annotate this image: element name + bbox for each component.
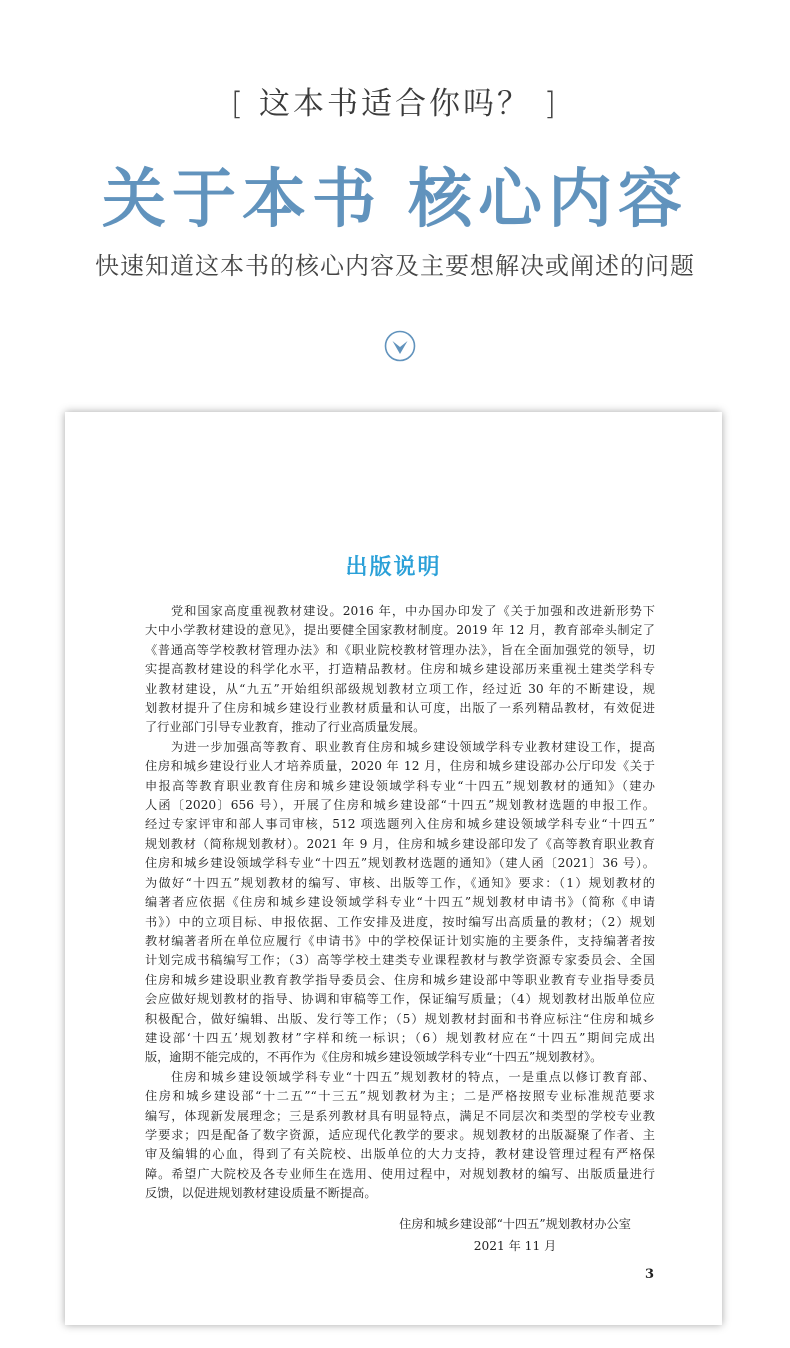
text-line: 教材编著者所在单位应履行《申请书》中的学校保证计划实施的主要条件，支持编著者按	[145, 933, 655, 948]
kicker-text: 这本书适合你吗？	[259, 86, 531, 122]
text-line: 实提高教材建设的科学化水平，打造精品教材。住房和城乡建设部历来重视土建类学科专	[145, 662, 655, 677]
text-line: 学要求；四是配备了数字资源，适应现代化教学的要求。规划教材的出版凝聚了作者、主	[145, 1127, 655, 1142]
text-line: 积极配合，做好编辑、出版、发行等工作；（5）规划教材封面和书脊应标注“住房和城乡	[145, 1011, 655, 1026]
text-line: 版，逾期不能完成的，不再作为《住房和城乡建设领域学科专业“十四五”规划教材》。	[145, 1050, 603, 1065]
text-line: 住房和城乡建设部“十二五”“十三五”规划教材为主；二是严格按照专业标准规范要求	[145, 1089, 655, 1104]
text-line: 反馈，以促进规划教材建设质量不断提高。	[145, 1186, 377, 1201]
text-line: 书》）中的立项目标、申报依据、工作安排及进度，按时编写出高质量的教材；（2）规划	[145, 914, 655, 929]
signature-date: 2021 年 11 月	[473, 1239, 557, 1253]
text-line: 审及编辑的心血，得到了有关院校、出版单位的大力支持，教材建设管理过程有严格保	[145, 1147, 655, 1162]
text-line: 业教材建设，从“九五”开始组织部级规划教材立项工作，经过近 30 年的不断建设，规	[145, 681, 655, 696]
text-line: 申报高等教育职业教育住房和城乡建设领域学科专业“十四五”规划教材的通知》（建办	[145, 778, 655, 793]
text-line: 计划完成书稿编写工作；（3）高等学校土建类专业课程教材与教学资源专家委员会、全国	[145, 953, 655, 968]
chevron-down-circle-icon	[384, 330, 416, 362]
text-line: 障。希望广大院校及各专业师生在选用、使用过程中，对规划教材的编写、出版质量进行	[145, 1166, 655, 1181]
document-title: 出版说明	[345, 554, 442, 580]
text-line: 人函〔2020〕656 号），开展了住房和城乡建设部“十四五”规划教材选题的申报工作。	[145, 798, 655, 813]
text-line: 经过专家评审和部人事司审核，512 项选题列入住房和城乡建设领域学科专业“十四五”	[145, 817, 655, 832]
paragraph	[145, 1068, 655, 1204]
text-line: 大中小学教材建设的意见》，提出要健全国家教材制度。2019 年 12 月，教育部牵头制定了	[145, 623, 655, 638]
text-line: 会应做好规划教材的指导、协调和审稿等工作，保证编写质量；（4）规划教材出版单位应	[145, 992, 655, 1007]
subtitle: 快速知道这本书的核心内容及主要想解决或阐述的问题	[95, 252, 695, 280]
bracket-close: ]	[543, 86, 559, 122]
text-line: 编著者应依据《住房和城乡建设领域学科专业“十四五”规划教材申请书》（简称《申请	[145, 895, 655, 910]
text-line: 住房和城乡建设领域学科专业“十四五”规划教材的特点，一是重点以修订教育部、	[171, 1069, 655, 1084]
text-line: 为做好“十四五”规划教材的编写、审核、出版等工作，《通知》要求：（1）规划教材的	[145, 875, 655, 890]
text-line: 住房和城乡建设职业教育教学指导委员会、住房和城乡建设部中等职业教育专业指导委员	[145, 972, 655, 987]
main-title-part1: 关于本书	[102, 162, 382, 237]
signature-org: 住房和城乡建设部“十四五”规划教材办公室	[399, 1217, 631, 1231]
document-body	[145, 602, 655, 1204]
text-line: 住房和城乡建设行业人才培养质量，2020 年 12 月，住房和城乡建设部办公厅印发《关于	[145, 759, 655, 774]
text-line: 规划教材（简称规划教材）。2021 年 9 月，住房和城乡建设部印发了《高等教育职业教育	[145, 836, 655, 851]
page-number: 3	[645, 1267, 655, 1282]
book-page	[65, 412, 722, 1325]
kicker-heading	[0, 78, 790, 123]
text-line: 划教材提升了住房和城乡建设行业教材质量和认可度，出版了一系列精品教材，有效促进	[145, 701, 655, 716]
text-line: 为进一步加强高等教育、职业教育住房和城乡建设领域学科专业教材建设工作，提高	[171, 739, 655, 754]
text-line: 编写，体现新发展理念；三是系列教材具有明显特点，满足不同层次和类型的学校专业教	[145, 1108, 655, 1123]
main-title-part2: 核心内容	[408, 162, 688, 237]
text-line: 住房和城乡建设领域学科专业“十四五”规划教材选题的通知》（建人函〔2021〕36 号）。	[145, 856, 655, 871]
paragraph	[145, 738, 655, 1068]
text-line: 了行业部门引导专业教育，推动了行业高质量发展。	[145, 720, 426, 735]
bracket-open: [	[231, 86, 247, 122]
paragraph	[145, 602, 655, 738]
text-line: 《普通高等学校教材管理办法》和《职业院校教材管理办法》，旨在全面加强党的领导，切	[145, 642, 655, 657]
text-line: 建设部‘十四五’规划教材”字样和统一标识；（6）规划教材应在“十四五”期间完成出	[145, 1030, 655, 1045]
text-line: 党和国家高度重视教材建设。2016 年，中办国办印发了《关于加强和改进新形势下	[171, 604, 655, 618]
main-title	[0, 148, 790, 240]
